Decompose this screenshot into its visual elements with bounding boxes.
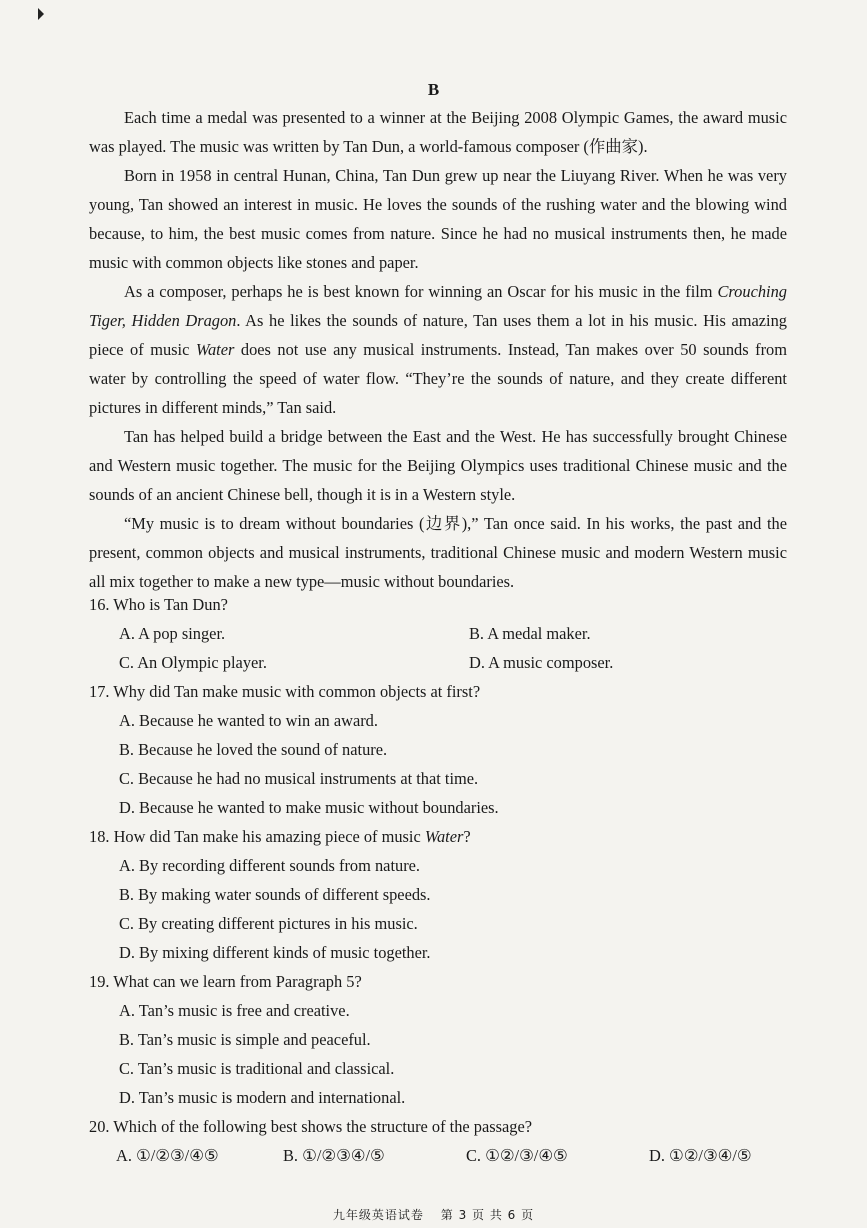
option-b[interactable]: B. By making water sounds of different speeds. (119, 885, 431, 904)
question-stem: 20. Which of the following best shows the structure of the passage? (89, 1117, 533, 1136)
corner-mark (38, 8, 44, 20)
question-19 (89, 967, 789, 1112)
option-b[interactable]: B. A medal maker. (469, 624, 591, 643)
section-heading: B (427, 80, 440, 99)
paragraph-3-part-3: does not use any musical instruments. Instead, Tan makes over 50 sounds from water by controlling the speed of water flow. “They’re the sounds of nature, and they create different pictures in different minds,” Tan said. (89, 340, 787, 417)
question-list (89, 590, 789, 1170)
option-a[interactable]: A. ①/②③/④⑤ (116, 1146, 219, 1165)
question-mark: ? (463, 827, 471, 846)
question-stem: 16. Who is Tan Dun? (89, 595, 228, 614)
option-b[interactable]: B. ①/②③④/⑤ (283, 1146, 385, 1165)
question-stem-title: Water (424, 827, 464, 846)
question-stem-text: 18. How did Tan make his amazing piece of music (89, 827, 425, 846)
option-d[interactable]: D. ①②/③④/⑤ (649, 1146, 752, 1165)
paragraph-4: Tan has helped build a bridge between the East and the West. He has successfully brought Chinese and Western music together. The music for the Beijing Olympics uses traditional Chinese music and the sounds of an ancient Chinese bell, though it is in a Western style. (89, 427, 787, 504)
question-18 (89, 822, 789, 967)
paragraph-3-part-2: . As he likes the sounds of nature, Tan uses them a lot in his music. His amazing piece of music (89, 311, 787, 359)
option-a[interactable]: A. A pop singer. (119, 624, 226, 643)
footer-subject: 九年级英语试卷 (332, 1208, 424, 1222)
paragraph-2: Born in 1958 in central Hunan, China, Tan Dun grew up near the Liuyang River. When he was very young, Tan showed an interest in music. He loves the sounds of the rushing water and the blowing wind because, to him, the best music comes from nature. Since he had no musical instruments then, he made music with common objects like stones and paper. (89, 166, 787, 272)
option-a[interactable]: A. By recording different sounds from nature. (119, 856, 421, 875)
film-title: Crouching Tiger, Hidden Dragon (89, 282, 787, 330)
paragraph-1: Each time a medal was presented to a winner at the Beijing 2008 Olympic Games, the award music was played. The music was written by Tan Dun, a world-famous composer (作曲家). (89, 108, 787, 156)
option-c[interactable]: C. An Olympic player. (119, 653, 267, 672)
option-d[interactable]: D. A music composer. (469, 653, 614, 672)
music-title: Water (195, 340, 235, 359)
footer-page-number: 第 3 页 共 6 页 (440, 1208, 535, 1222)
reading-passage (89, 103, 787, 596)
option-c[interactable]: C. By creating different pictures in his music. (119, 914, 418, 933)
paragraph-3-part-1: As a composer, perhaps he is best known for winning an Oscar for his music in the film (124, 282, 713, 301)
option-b[interactable]: B. Because he loved the sound of nature. (119, 740, 388, 759)
question-17 (89, 677, 789, 822)
option-c[interactable]: C. Tan’s music is traditional and classical. (119, 1059, 395, 1078)
option-b[interactable]: B. Tan’s music is simple and peaceful. (119, 1030, 371, 1049)
paragraph-3 (89, 277, 787, 422)
option-d[interactable]: D. Tan’s music is modern and international. (119, 1088, 406, 1107)
question-16 (89, 590, 789, 677)
option-d[interactable]: D. Because he wanted to make music without boundaries. (119, 798, 499, 817)
question-stem: 19. What can we learn from Paragraph 5? (89, 972, 362, 991)
option-c[interactable]: C. Because he had no musical instruments at that time. (119, 769, 479, 788)
paragraph-5: “My music is to dream without boundaries (边界),” Tan once said. In his works, the past and the present, common objects and musical instruments, traditional Chinese music and modern Western music all mix together to make a new type—music without boundaries. (89, 514, 787, 591)
question-stem: 17. Why did Tan make music with common objects at first? (89, 682, 481, 701)
option-c[interactable]: C. ①②/③/④⑤ (466, 1146, 568, 1165)
option-d[interactable]: D. By mixing different kinds of music together. (119, 943, 431, 962)
option-a[interactable]: A. Tan’s music is free and creative. (119, 1001, 350, 1020)
page-footer (0, 1206, 867, 1223)
question-stem (89, 822, 789, 851)
question-20 (89, 1112, 789, 1170)
option-a[interactable]: A. Because he wanted to win an award. (119, 711, 378, 730)
